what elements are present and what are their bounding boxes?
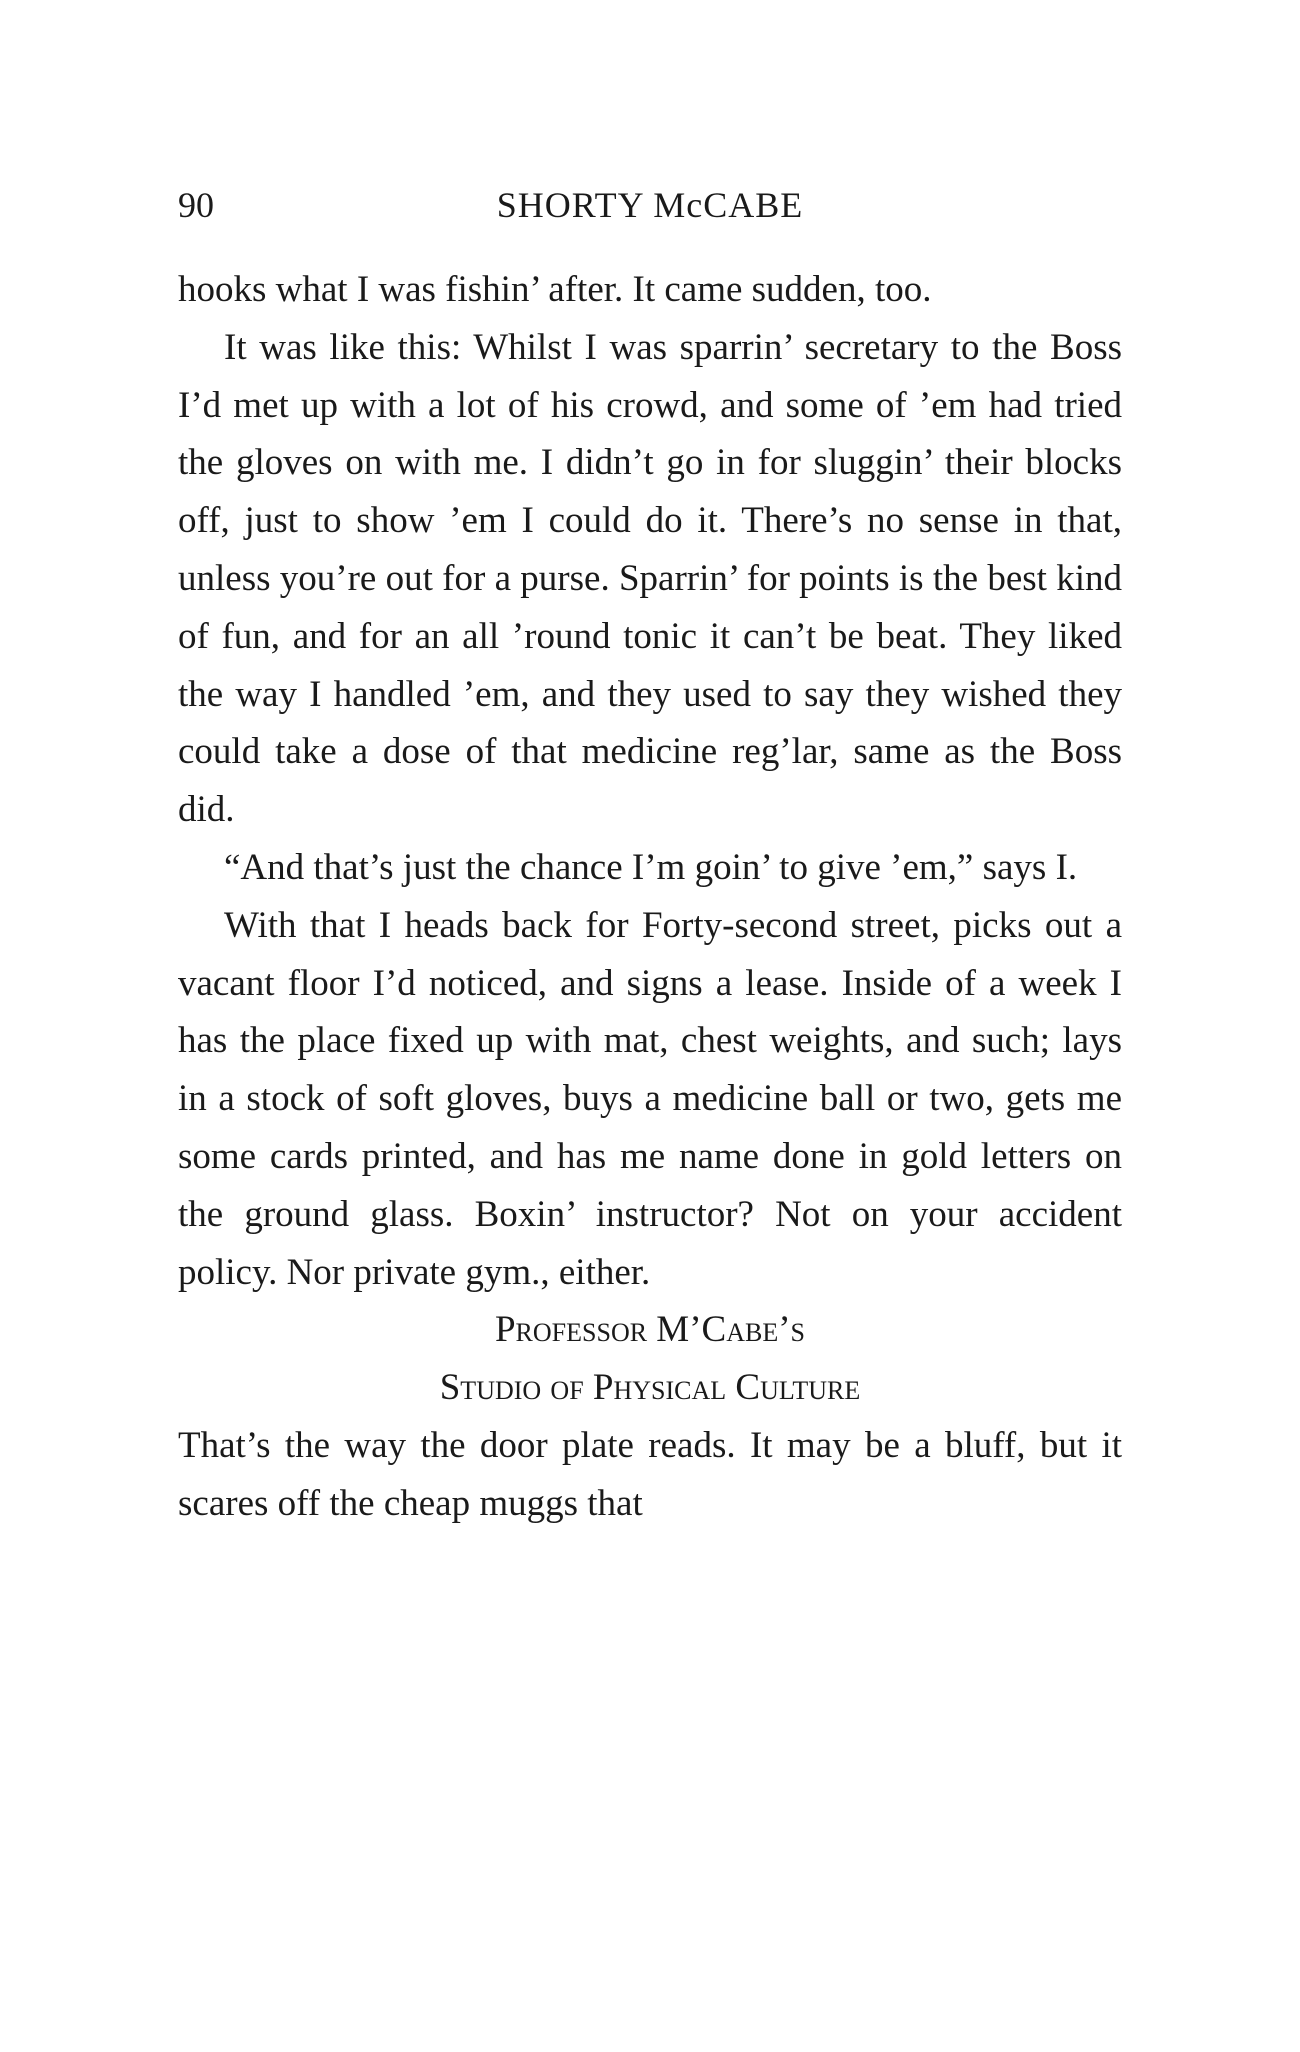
closing-paragraph: That’s the way the door plate reads. It may be a bluff, but it scares off the cheap muggs that [178, 1424, 1122, 1524]
paragraph: “And that’s just the chance I’m goin’ to give ’em,” says I. [224, 846, 1078, 888]
paragraph: With that I heads back for Forty-second street, picks out a vacant floor I’d noticed, and signs a lease. Inside of a week I has the place fixed up with mat, chest weights, and such; lays in a stock of soft gloves, buys a medicine ball or two, gets me some cards printed, and has me name done in gold letters on the ground glass. Boxin’ instructor? Not on your accident policy. Nor private gym., either. [178, 904, 1122, 1293]
page-number: 90 [178, 185, 214, 225]
paragraph-continuation: hooks what I was fishin’ after. It came sudden, too. [178, 269, 932, 310]
body-text [178, 261, 1122, 1533]
door-plate-line-2: Studio of Physical Culture [439, 1367, 861, 1409]
running-head: SHORTY McCABE [496, 185, 804, 225]
paragraph: It was like this: Whilst I was sparrin’ secretary to the Boss I’d met up with a lot of his crowd, and some of ’em had tried the gloves on with me. I didn’t go in for sluggin’ their blocks off, just to show ’em I could do it. There’s no sense in that, unless you’re out for a purse. Sparrin’ for points is the best kind of fun, and for an all ’round tonic it can’t be beat. They liked the way I handled ’em, and they used to say they wished they could take a dose of that medicine reg’lar, same as the Boss did. [178, 326, 1122, 831]
door-plate-line-1: Professor M’Cabe’s [494, 1309, 805, 1351]
page-header [178, 180, 1122, 230]
